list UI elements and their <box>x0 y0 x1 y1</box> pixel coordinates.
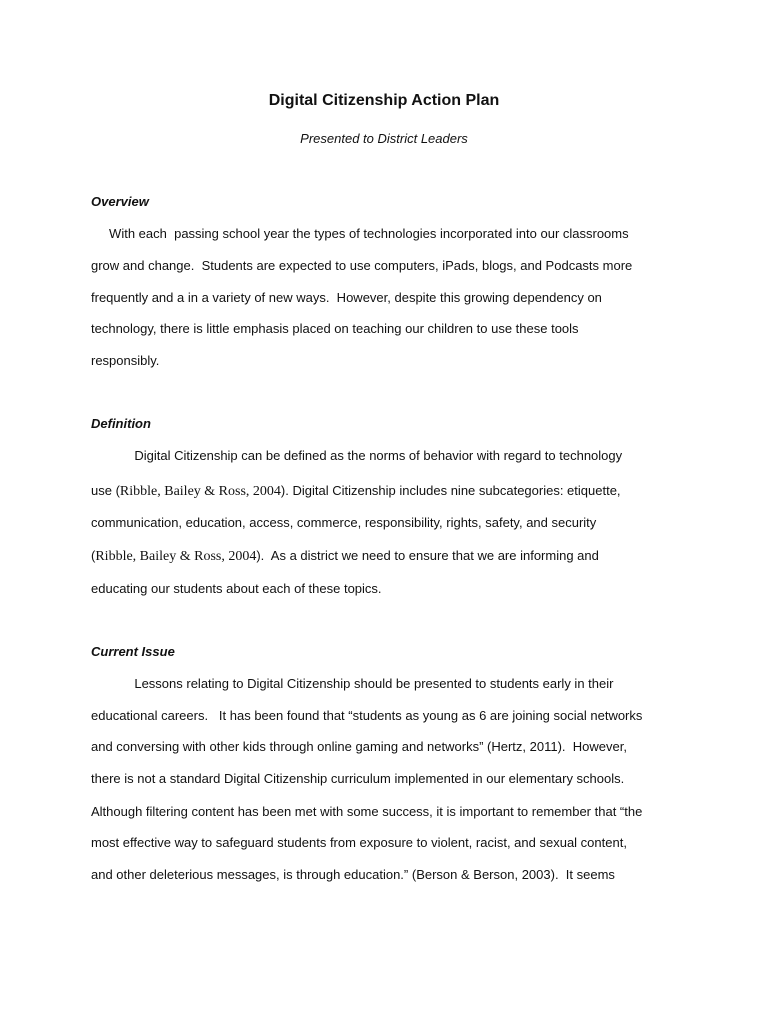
section-heading-definition: Definition <box>91 416 151 431</box>
citation: Ribble, Bailey & Ross, 2004 <box>95 549 257 564</box>
document-subtitle: Presented to District Leaders <box>300 131 468 146</box>
paragraph-line: and other deleterious messages, is through education.” (Berson & Berson, 2003). It seems <box>91 867 615 882</box>
text-run: ). As a district we need to ensure that we are informing and <box>256 548 599 563</box>
paragraph-line: educating our students about each of these topics. <box>91 581 382 596</box>
paragraph-line: Digital Citizenship can be defined as the norms of behavior with regard to technology <box>91 448 623 463</box>
text-run: use ( <box>91 483 120 498</box>
section-heading-overview: Overview <box>91 194 149 209</box>
paragraph-line: grow and change. Students are expected to use computers, iPads, blogs, and Podcasts more <box>91 258 633 273</box>
paragraph-line <box>91 482 621 501</box>
paragraph-line: educational careers. It has been found that “students as young as 6 are joining social networks <box>91 708 643 723</box>
paragraph-line: responsibly. <box>91 353 160 368</box>
text-run: ). Digital Citizenship includes nine subcategories: etiquette, <box>280 483 621 498</box>
section-heading-current-issue: Current Issue <box>91 644 175 659</box>
paragraph-line: most effective way to safeguard students from exposure to violent, racist, and sexual content, <box>91 835 627 850</box>
text-run: ( <box>91 548 96 563</box>
citation: Ribble, Bailey & Ross, 2004 <box>119 484 281 499</box>
paragraph-line: communication, education, access, commerce, responsibility, rights, safety, and security <box>91 515 597 530</box>
paragraph-line: there is not a standard Digital Citizenship curriculum implemented in our elementary schools. <box>91 771 625 786</box>
document-title: Digital Citizenship Action Plan <box>268 92 500 109</box>
paragraph-line: Although filtering content has been met with some success, it is important to remember that “the <box>91 804 643 819</box>
paragraph-line: Lessons relating to Digital Citizenship should be presented to students early in their <box>91 676 614 691</box>
paragraph-line: With each passing school year the types of technologies incorporated into our classrooms <box>91 226 629 241</box>
paragraph-line: frequently and a in a variety of new ways. However, despite this growing dependency on <box>91 290 602 305</box>
paragraph-line: technology, there is little emphasis placed on teaching our children to use these tools <box>91 321 579 336</box>
paragraph-line <box>91 547 599 566</box>
paragraph-line: and conversing with other kids through online gaming and networks” (Hertz, 2011). However, <box>91 739 627 754</box>
